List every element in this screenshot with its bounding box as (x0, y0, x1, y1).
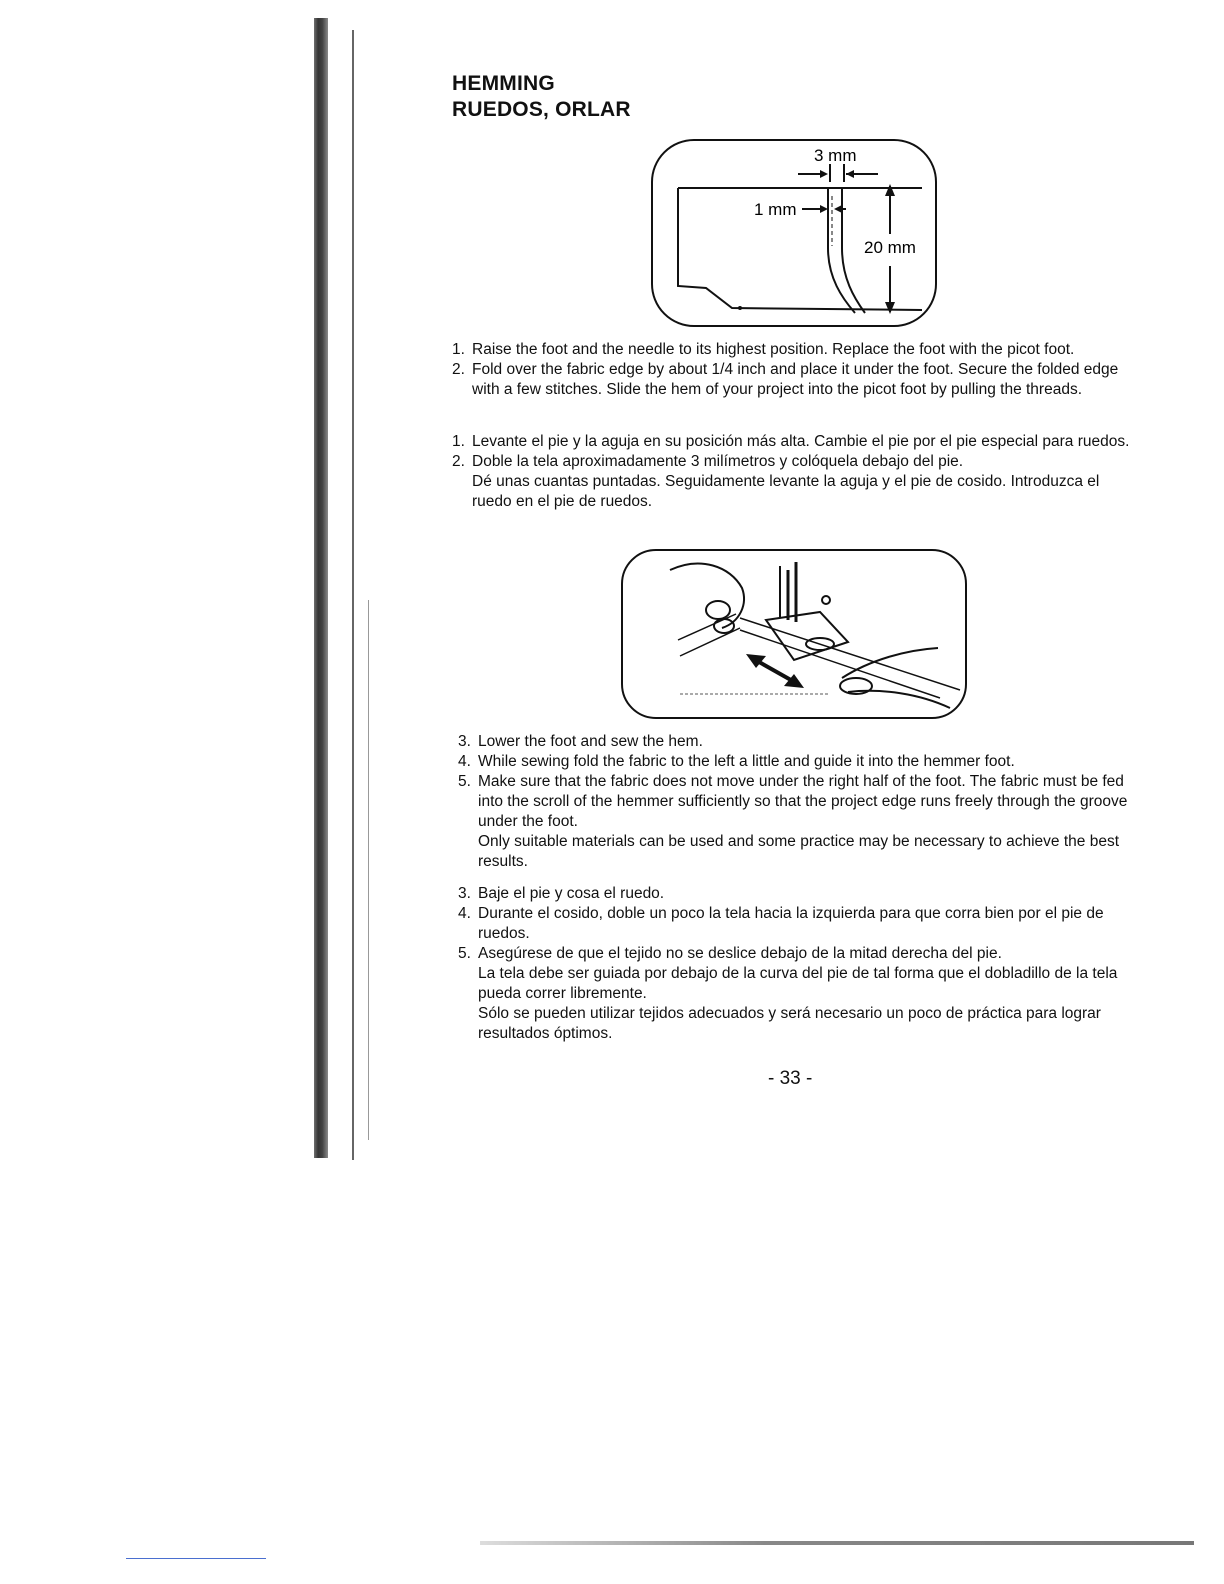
step-number: 5. (458, 945, 471, 962)
step-number: 3. (458, 733, 471, 750)
step-text: Baje el pie y cosa el ruedo. (478, 885, 665, 902)
scan-line-faint (368, 600, 369, 1140)
list-item (452, 452, 1142, 512)
dim-3mm-label: 3 mm (814, 146, 857, 165)
dim-20mm-label: 20 mm (864, 238, 916, 257)
step-number: 2. (452, 361, 465, 378)
arrowhead (820, 170, 828, 178)
hem-fold-line-outer (842, 188, 865, 313)
scan-binding-edge (314, 18, 328, 1158)
arrowhead (846, 170, 854, 178)
page-number: - 33 - (768, 1068, 813, 1089)
step-text: Raise the foot and the needle to its highest position. Replace the foot with the picot foot. (472, 341, 1075, 358)
arrowhead (820, 205, 828, 213)
arrowhead (834, 205, 842, 213)
list-item (458, 904, 1148, 944)
scan-line (352, 30, 354, 1160)
step-number: 1. (452, 433, 465, 450)
list-item (452, 432, 1142, 452)
list-item (458, 884, 1148, 904)
step-number: 5. (458, 773, 471, 790)
steps-english-part2 (458, 732, 1148, 872)
step-text: Doble la tela aproximadamente 3 milímetros y colóquela debajo del pie. (472, 453, 964, 470)
step-number: 4. (458, 753, 471, 770)
needle-point (738, 306, 742, 310)
steps-spanish-part1 (452, 432, 1142, 512)
list-item (452, 360, 1142, 400)
list-item (452, 340, 1142, 360)
step-text: Lower the foot and sew the hem. (478, 733, 703, 750)
step-subtext: Only suitable materials can be used and some practice may be necessary to achieve the best results. (478, 833, 1120, 870)
arrowhead (885, 184, 895, 196)
left-thumb (706, 601, 730, 619)
left-hand-outline (670, 564, 744, 628)
step-subtext: Sólo se pueden utilizar tejidos adecuados y será necesario un poco de práctica para lograr resultados óptimos. (478, 1005, 1101, 1042)
list-item (458, 772, 1148, 872)
list-item (458, 944, 1148, 1044)
sewing-hands-illustration (620, 548, 968, 720)
hem-dimensions-diagram (650, 138, 940, 330)
thread-guide (822, 596, 830, 604)
step-subtext: Dé unas cuantas puntadas. Seguidamente levante la aguja y el pie de cosido. Introduzca el ruedo en el pie de ruedos. (472, 473, 1100, 510)
diagram-frame (652, 140, 936, 326)
step-number: 3. (458, 885, 471, 902)
illustration-frame (622, 550, 966, 718)
step-text: Durante el cosido, doble un poco la tela hacia la izquierda para que corra bien por el pie de ruedos. (478, 905, 1104, 942)
list-item (458, 732, 1148, 752)
step-text: Fold over the fabric edge by about 1/4 inch and place it under the foot. Secure the folded edge with a few stitches. Slide the hem of your project into the picot foot by pulling the threads. (472, 361, 1119, 398)
list-item (458, 752, 1148, 772)
steps-spanish-part2 (458, 884, 1148, 1044)
heading-spanish: RUEDOS, ORLAR (452, 98, 631, 121)
arrowhead (885, 302, 895, 314)
scan-bottom-rule (480, 1541, 1194, 1545)
step-text: Asegúrese de que el tejido no se deslice debajo de la mitad derecha del pie. (478, 945, 1002, 962)
dim-1mm-label: 1 mm (754, 200, 797, 219)
heading-english: HEMMING (452, 72, 555, 95)
step-text: Levante el pie y la aguja en su posición más alta. Cambie el pie por el pie especial para ruedos. (472, 433, 1130, 450)
scan-footer-line (126, 1558, 266, 1559)
step-text: Make sure that the fabric does not move under the right half of the foot. The fabric must be fed into the scroll of the hemmer sufficiently so that the project edge runs freely through the groove under the foot. (478, 773, 1128, 830)
step-subtext: La tela debe ser guiada por debajo de la curva del pie de tal forma que el dobladillo de la tela pueda correr libremente. (478, 965, 1118, 1002)
step-text: While sewing fold the fabric to the left a little and guide it into the hemmer foot. (478, 753, 1015, 770)
step-number: 1. (452, 341, 465, 358)
step-number: 2. (452, 453, 465, 470)
steps-english-part1 (452, 340, 1142, 400)
left-finger (714, 619, 734, 633)
step-number: 4. (458, 905, 471, 922)
